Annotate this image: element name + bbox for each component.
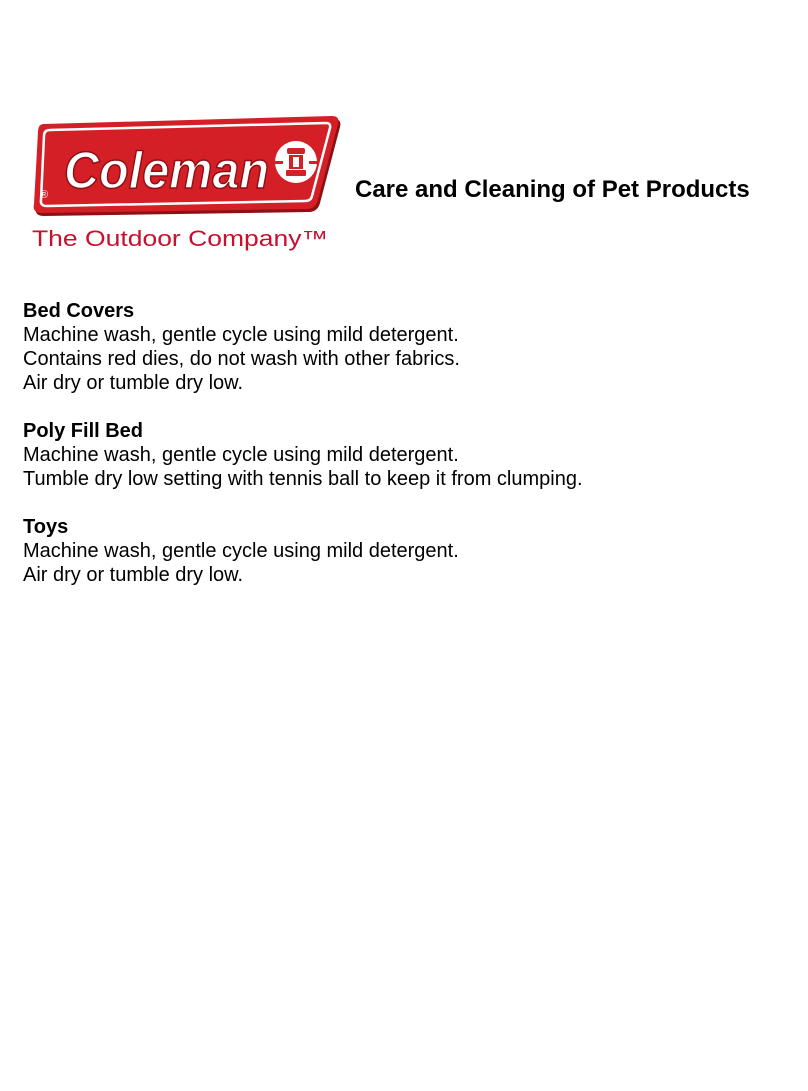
care-sections	[23, 299, 793, 611]
registered-mark: ®	[40, 189, 49, 201]
section-line: Machine wash, gentle cycle using mild detergent.	[23, 324, 459, 346]
section-line: Tumble dry low setting with tennis ball to keep it from clumping.	[23, 468, 583, 490]
coleman-logo	[28, 112, 344, 252]
page-title: Care and Cleaning of Pet Products	[355, 176, 750, 203]
section-line: Air dry or tumble dry low.	[23, 564, 244, 586]
logo-tagline: The Outdoor Company™	[32, 226, 328, 251]
section-bed-covers	[23, 299, 793, 395]
section-line: Contains red dies, do not wash with other fabrics.	[23, 348, 460, 370]
section-poly-fill-bed	[23, 419, 793, 491]
section-heading: Toys	[23, 516, 69, 538]
logo-wordmark: Coleman	[64, 142, 269, 200]
coleman-logo-graphic	[28, 112, 344, 252]
section-heading: Poly Fill Bed	[23, 420, 144, 442]
section-heading: Bed Covers	[23, 300, 135, 322]
section-toys	[23, 515, 793, 587]
section-line: Air dry or tumble dry low.	[23, 372, 244, 394]
section-line: Machine wash, gentle cycle using mild detergent.	[23, 540, 459, 562]
section-line: Machine wash, gentle cycle using mild detergent.	[23, 444, 459, 466]
